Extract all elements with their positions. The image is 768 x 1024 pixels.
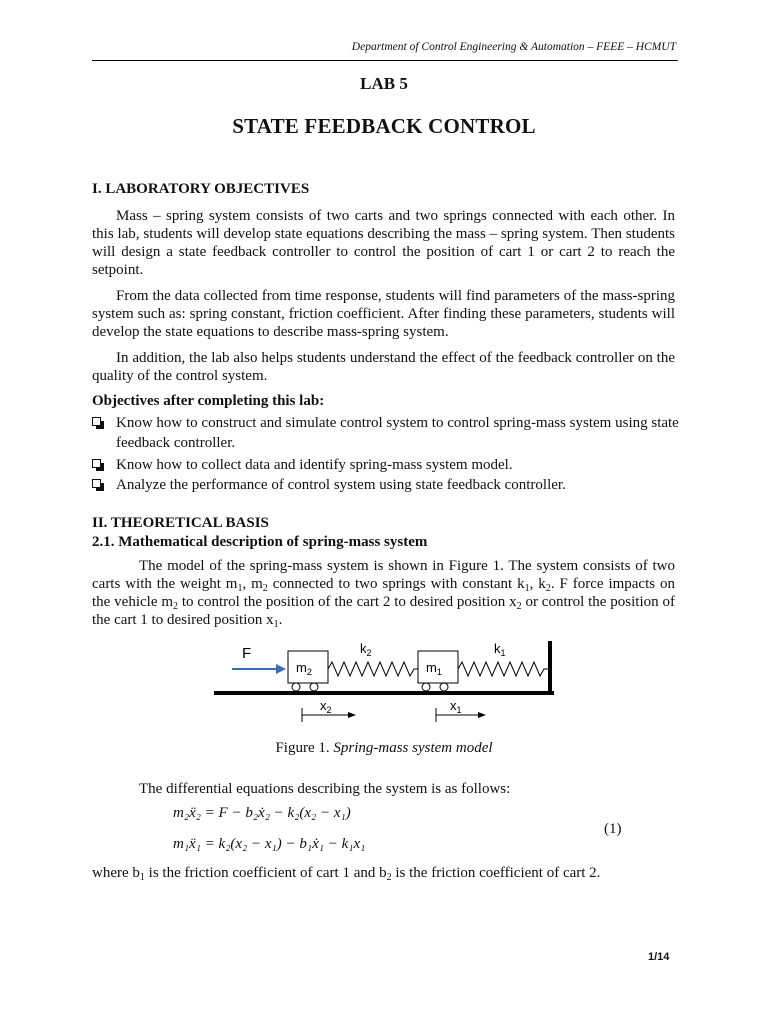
checkbox-bullet-icon bbox=[92, 417, 101, 426]
checkbox-bullet-icon bbox=[92, 479, 101, 488]
paragraph-text: From the data collected from time response, students will find parameters of the mass-spring system such as: spring constant, friction coefficient. After finding these parameters, students will develop the state equations to describe mass-spring system. bbox=[92, 288, 675, 340]
force-arrowhead-icon bbox=[276, 664, 286, 674]
objective-text: Know how to collect data and identify spring-mass system model. bbox=[116, 457, 513, 473]
x1-arrowhead-icon bbox=[478, 712, 486, 718]
equation-2: m₁ẍ₁ = k₂(x₂ − x₁) − b₁ẋ₁ − k₁x₁ bbox=[173, 836, 366, 852]
paragraph-where bbox=[92, 865, 600, 882]
section-heading-objectives: I. LABORATORY OBJECTIVES bbox=[92, 181, 310, 197]
subscript: 2 bbox=[516, 601, 522, 612]
paragraph-text: Mass – spring system consists of two carts and two springs connected with each other. In this lab, students will develop state equations describing the mass – spring system. Then students will design a state feedback controller to control the position of cart 1 or cart 2 to reach the setpoint. bbox=[92, 208, 675, 278]
paragraph-model bbox=[92, 557, 675, 629]
spring-k2 bbox=[328, 662, 418, 676]
paragraph-objectives-1 bbox=[92, 207, 675, 279]
subscript: 1 bbox=[273, 619, 279, 630]
objective-text: Know how to construct and simulate control system to control spring-mass system using state feedback controller. bbox=[116, 415, 679, 451]
paragraph-objectives-3 bbox=[92, 349, 675, 385]
equations-intro: The differential equations describing the system is as follows: bbox=[139, 781, 511, 797]
subscript: 1 bbox=[139, 872, 145, 883]
section-heading-theory: II. THEORETICAL BASIS bbox=[92, 515, 269, 531]
wheel bbox=[292, 683, 300, 691]
paragraph-text: . bbox=[278, 612, 283, 628]
paragraph-text: In addition, the lab also helps students understand the effect of the feedback controller on the quality of the control system. bbox=[92, 350, 675, 384]
x2-label: $x_2$ bbox=[320, 698, 332, 715]
page-number: 1/14 bbox=[648, 951, 670, 963]
paragraph-text: , m bbox=[242, 576, 263, 592]
wheel bbox=[422, 683, 430, 691]
page-title: STATE FEEDBACK CONTROL bbox=[232, 114, 536, 138]
subscript: 2 bbox=[386, 872, 392, 883]
paragraph-objectives-2 bbox=[92, 287, 675, 341]
header-rule bbox=[92, 60, 678, 61]
paragraph-text: to control the position of the cart 2 to desired position x bbox=[178, 594, 517, 610]
wheel bbox=[440, 683, 448, 691]
paragraph-text: , k bbox=[529, 576, 546, 592]
k1-label: $k_1$ bbox=[494, 641, 506, 658]
paragraph-text: . F force impacts on the vehicle m bbox=[92, 576, 676, 610]
checkbox-bullet-icon bbox=[92, 459, 101, 468]
objective-text: Analyze the performance of control system using state feedback controller. bbox=[116, 477, 566, 493]
paragraph-text: The model of the spring-mass system is shown in Figure 1. The system consists of two carts with the weight m bbox=[92, 558, 675, 592]
subscript: 1 bbox=[524, 583, 530, 594]
paragraph-text: is the friction coefficient of cart 2. bbox=[391, 865, 601, 881]
paragraph-text: connected to two springs with constant k bbox=[267, 576, 525, 592]
x2-arrowhead-icon bbox=[348, 712, 356, 718]
equation-1: m₂ẍ₂ = F − b₂ẋ₂ − k₂(x₂ − x₁) bbox=[173, 805, 351, 821]
wheel bbox=[310, 683, 318, 691]
equation-number: (1) bbox=[604, 821, 622, 837]
lab-number: LAB 5 bbox=[360, 74, 408, 93]
x1-label: $x_1$ bbox=[450, 698, 462, 715]
mass1-label: $m_1$ bbox=[426, 660, 442, 677]
mass2-label: $m_2$ bbox=[296, 660, 312, 677]
caption-title: Spring-mass system model bbox=[333, 740, 493, 756]
subsection-heading: 2.1. Mathematical description of spring-mass system bbox=[92, 534, 428, 550]
force-label: F bbox=[242, 645, 252, 662]
objective-item bbox=[92, 455, 682, 475]
subscript: 2 bbox=[545, 583, 551, 594]
paragraph-text: where b bbox=[92, 865, 140, 881]
paragraph-text: is the friction coefficient of cart 1 and b bbox=[144, 865, 387, 881]
spring-k1 bbox=[458, 662, 548, 676]
subscript: 1 bbox=[237, 583, 243, 594]
page-header: Department of Control Engineering & Automation – FEEE – HCMUT bbox=[351, 41, 676, 53]
paragraph-text: or control the position of the cart 1 to desired position x bbox=[92, 594, 675, 628]
objective-item bbox=[92, 413, 682, 453]
k2-label: $k_2$ bbox=[360, 641, 372, 658]
spring-mass-figure bbox=[210, 636, 556, 728]
subscript: 2 bbox=[173, 601, 178, 612]
objectives-heading: Objectives after completing this lab: bbox=[92, 393, 325, 409]
subscript: 2 bbox=[262, 583, 268, 594]
figure-caption bbox=[0, 740, 768, 757]
objective-item bbox=[92, 475, 682, 495]
caption-prefix: Figure 1. bbox=[275, 740, 334, 756]
